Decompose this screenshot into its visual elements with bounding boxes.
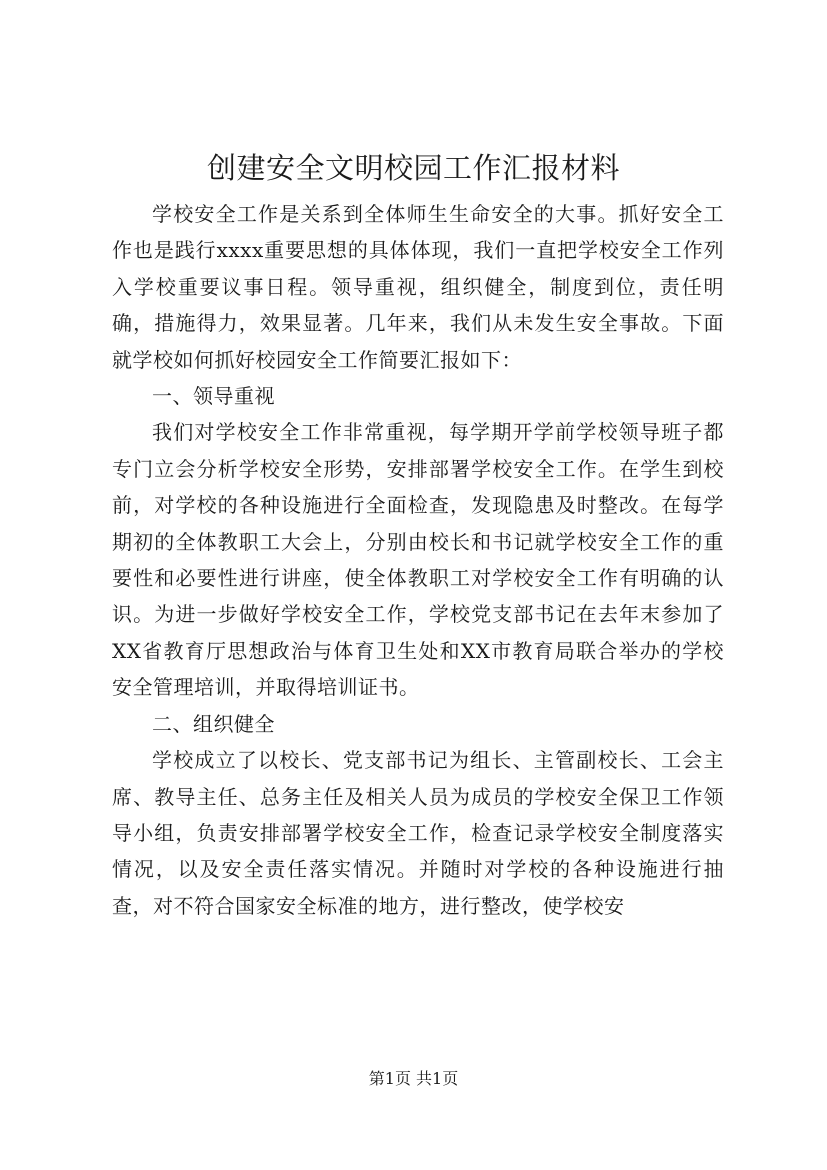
section-heading-leadership: 一、领导重视: [152, 384, 275, 409]
paragraph-intro: 学校安全工作是关系到全体师生生命安全的大事。抓好安全工作也是践行xxxx重要思想的具体体现，我们一直把学校安全工作列入学校重要议事日程。领导重视，组织健全，制度到位，责任明确，措施得力，效果显著。几年来，我们从未发生安全事故。下面就学校如何抓好校园安全工作简要汇报如下：: [112, 202, 724, 372]
document-body: [112, 196, 724, 924]
paragraph-leadership: 我们对学校安全工作非常重视，每学期开学前学校领导班子都专门立会分析学校安全形势，安排部署学校安全工作。在学生到校前，对学校的各种设施进行全面检查，发现隐患及时整改。在每学期初的全体教职工大会上，分别由校长和书记就学校安全工作的重要性和必要性进行讲座，使全体教职工对学校安全工作有明确的认识。为进一步做好学校安全工作，学校党支部书记在去年末参加了XX省教育厅思想政治与体育卫生处和XX市教育局联合举办的学校安全管理培训，并取得培训证书。: [112, 420, 724, 700]
section-heading-organization: 二、组织健全: [152, 711, 275, 736]
paragraph-organization: 学校成立了以校长、党支部书记为组长、主管副校长、工会主席、教导主任、总务主任及相关人员为成员的学校安全保卫工作领导小组，负责安排部署学校安全工作，检查记录学校安全制度落实情况，以及安全责任落实情况。并随时对学校的各种设施进行抽查，对不符合国家安全标准的地方，进行整改，使学校安: [112, 748, 724, 918]
document-title: 创建安全文明校园工作汇报材料: [206, 151, 620, 185]
page-footer: 第1页 共1页: [368, 1069, 459, 1088]
